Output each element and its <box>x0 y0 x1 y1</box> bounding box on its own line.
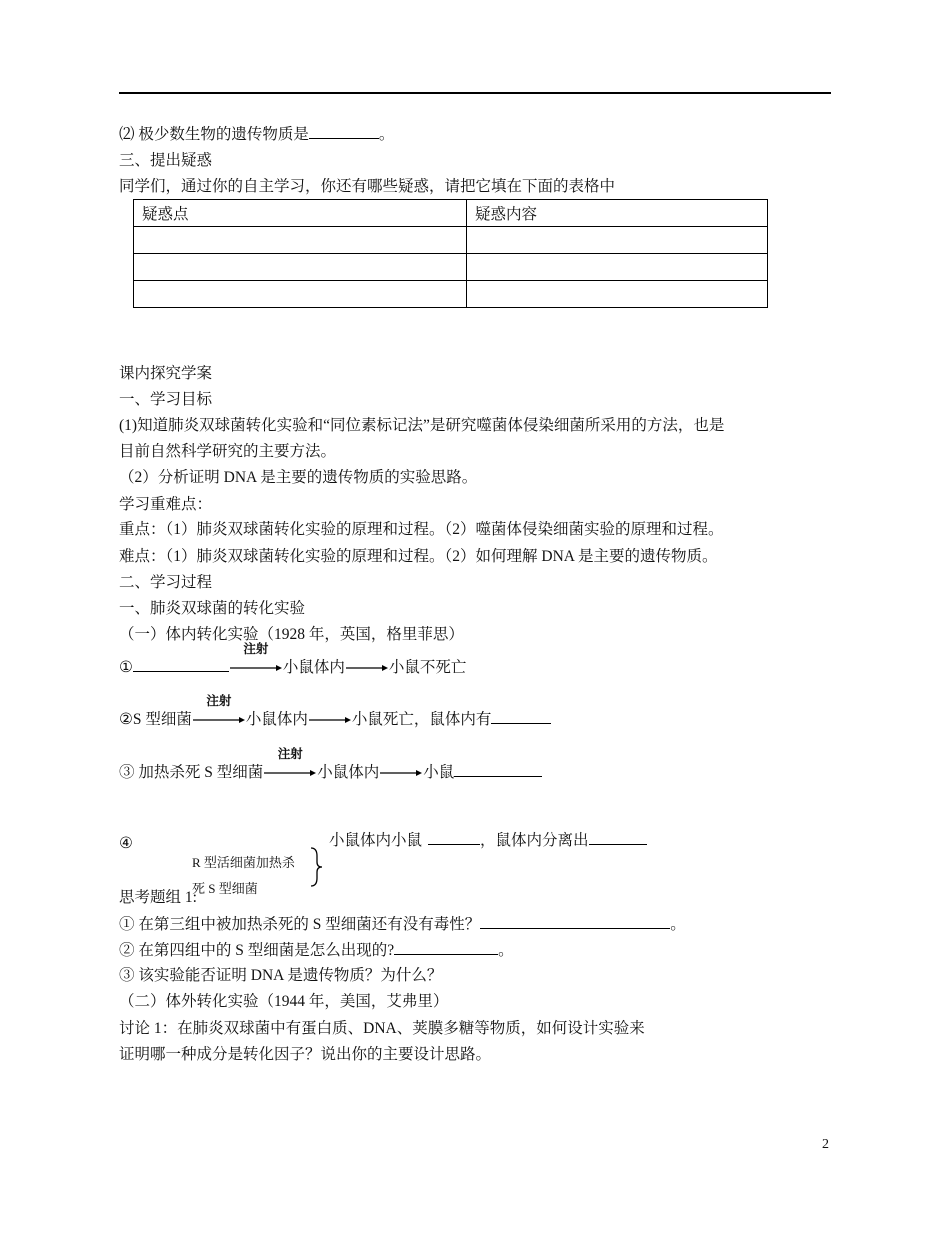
right-brace-icon <box>309 846 323 888</box>
inject-arrow: 注射 <box>264 763 316 783</box>
exp2-title: （二）体外转化实验（1944 年，美国，艾弗里） <box>119 993 449 1010</box>
experiment-2: ②S 型细菌 注射 小鼠体内 小鼠死亡，鼠体内有 <box>119 709 551 730</box>
inject-arrow: 注射 <box>230 658 282 678</box>
difficult-points: 难点：（1）肺炎双球菌转化实验的原理和过程。（2）如何理解 DNA 是主要的遗传物质。 <box>119 548 718 565</box>
part1-title: 一、肺炎双球菌的转化实验 <box>119 600 306 617</box>
question-2: ② 在第四组中的 S 型细菌是怎么出现的? 。 <box>119 942 514 959</box>
experiment-1: ① 注射 小鼠体内 小鼠不死亡 <box>119 641 467 676</box>
table-header-cell: 疑惑内容 <box>467 200 768 227</box>
table-cell[interactable] <box>467 227 768 254</box>
experiment-4-number: ④ <box>119 835 133 852</box>
table-row <box>134 227 768 254</box>
table-cell[interactable] <box>467 281 768 308</box>
answer-blank[interactable] <box>428 830 480 845</box>
goal-1b: 目前自然科学研究的主要方法。 <box>119 443 337 460</box>
experiment-4-line-2: 死 S 型细菌 <box>192 881 258 896</box>
experiment-3: ③ 加热杀死 S 型细菌 注射 小鼠体内 小鼠 <box>119 762 542 783</box>
header-rule <box>119 92 831 94</box>
key-title: 学习重难点： <box>119 496 213 513</box>
exp1-title: （一）体内转化实验（1928 年，英国，格里菲思） <box>119 626 464 643</box>
answer-blank[interactable] <box>309 124 379 139</box>
answer-blank[interactable] <box>589 830 647 845</box>
table-header-cell: 疑惑点 <box>134 200 467 227</box>
discussion-1a: 讨论 1：在肺炎双球菌中有蛋白质、DNA、荚膜多糖等物质，如何设计实验来 <box>119 1020 645 1037</box>
page-number: 2 <box>822 1137 829 1152</box>
arrow-icon <box>346 664 388 672</box>
arrow-icon <box>264 769 316 777</box>
answer-blank[interactable] <box>480 914 670 929</box>
arrow <box>380 763 422 783</box>
goal-title: 一、学习目标 <box>119 391 213 408</box>
section3-intro: 同学们，通过你的自主学习，你还有哪些疑惑，请把它填在下面的表格中 <box>119 178 616 195</box>
experiment-4-result: 小鼠体内小鼠 ，鼠体内分离出 <box>329 830 647 851</box>
answer-blank[interactable] <box>133 657 229 672</box>
table-cell[interactable] <box>134 227 467 254</box>
arrow <box>309 710 351 730</box>
question-1: ① 在第三组中被加热杀死的 S 型细菌还有没有毒性？ 。 <box>119 916 686 933</box>
process-title: 二、学习过程 <box>119 574 213 591</box>
table-cell[interactable] <box>134 254 467 281</box>
section3-title: 三、提出疑惑 <box>119 152 213 169</box>
answer-blank[interactable] <box>394 940 498 955</box>
question-3: ③ 该实验能否证明 DNA 是遗传物质？为什么？ <box>119 967 443 984</box>
table-row <box>134 254 768 281</box>
table-row <box>134 281 768 308</box>
goal-2: （2）分析证明 DNA 是主要的遗传物质的实验思路。 <box>119 469 478 486</box>
table-cell[interactable] <box>134 281 467 308</box>
arrow-icon <box>309 716 351 724</box>
experiment-4-inputs <box>192 850 295 902</box>
arrow <box>346 658 388 678</box>
arrow-icon <box>230 664 282 672</box>
discussion-1b: 证明哪一种成分是转化因子？说出你的主要设计思路。 <box>119 1046 492 1063</box>
answer-blank[interactable] <box>454 762 542 777</box>
goal-1a: (1)知道肺炎双球菌转化实验和“同位素标记法”是研究噬菌体侵染细菌所采用的方法，也是 <box>119 417 725 434</box>
key-points: 重点：（1）肺炎双球菌转化实验的原理和过程。（2）噬菌体侵染细菌实验的原理和过程。 <box>119 521 724 538</box>
doubt-table <box>133 199 768 308</box>
study-title: 课内探究学案 <box>119 365 213 382</box>
table-header-row <box>134 200 768 227</box>
inject-arrow: 注射 <box>193 710 245 730</box>
arrow-icon <box>193 716 245 724</box>
arrow-icon <box>380 769 422 777</box>
experiment-4-line-1: R 型活细菌加热杀 <box>192 855 295 870</box>
table-cell[interactable] <box>467 254 768 281</box>
answer-blank[interactable] <box>491 709 551 724</box>
question-group-title: 思考题组 1: <box>119 889 197 906</box>
item-2-line: ⑵ 极少数生物的遗传物质是 。 <box>119 126 395 143</box>
